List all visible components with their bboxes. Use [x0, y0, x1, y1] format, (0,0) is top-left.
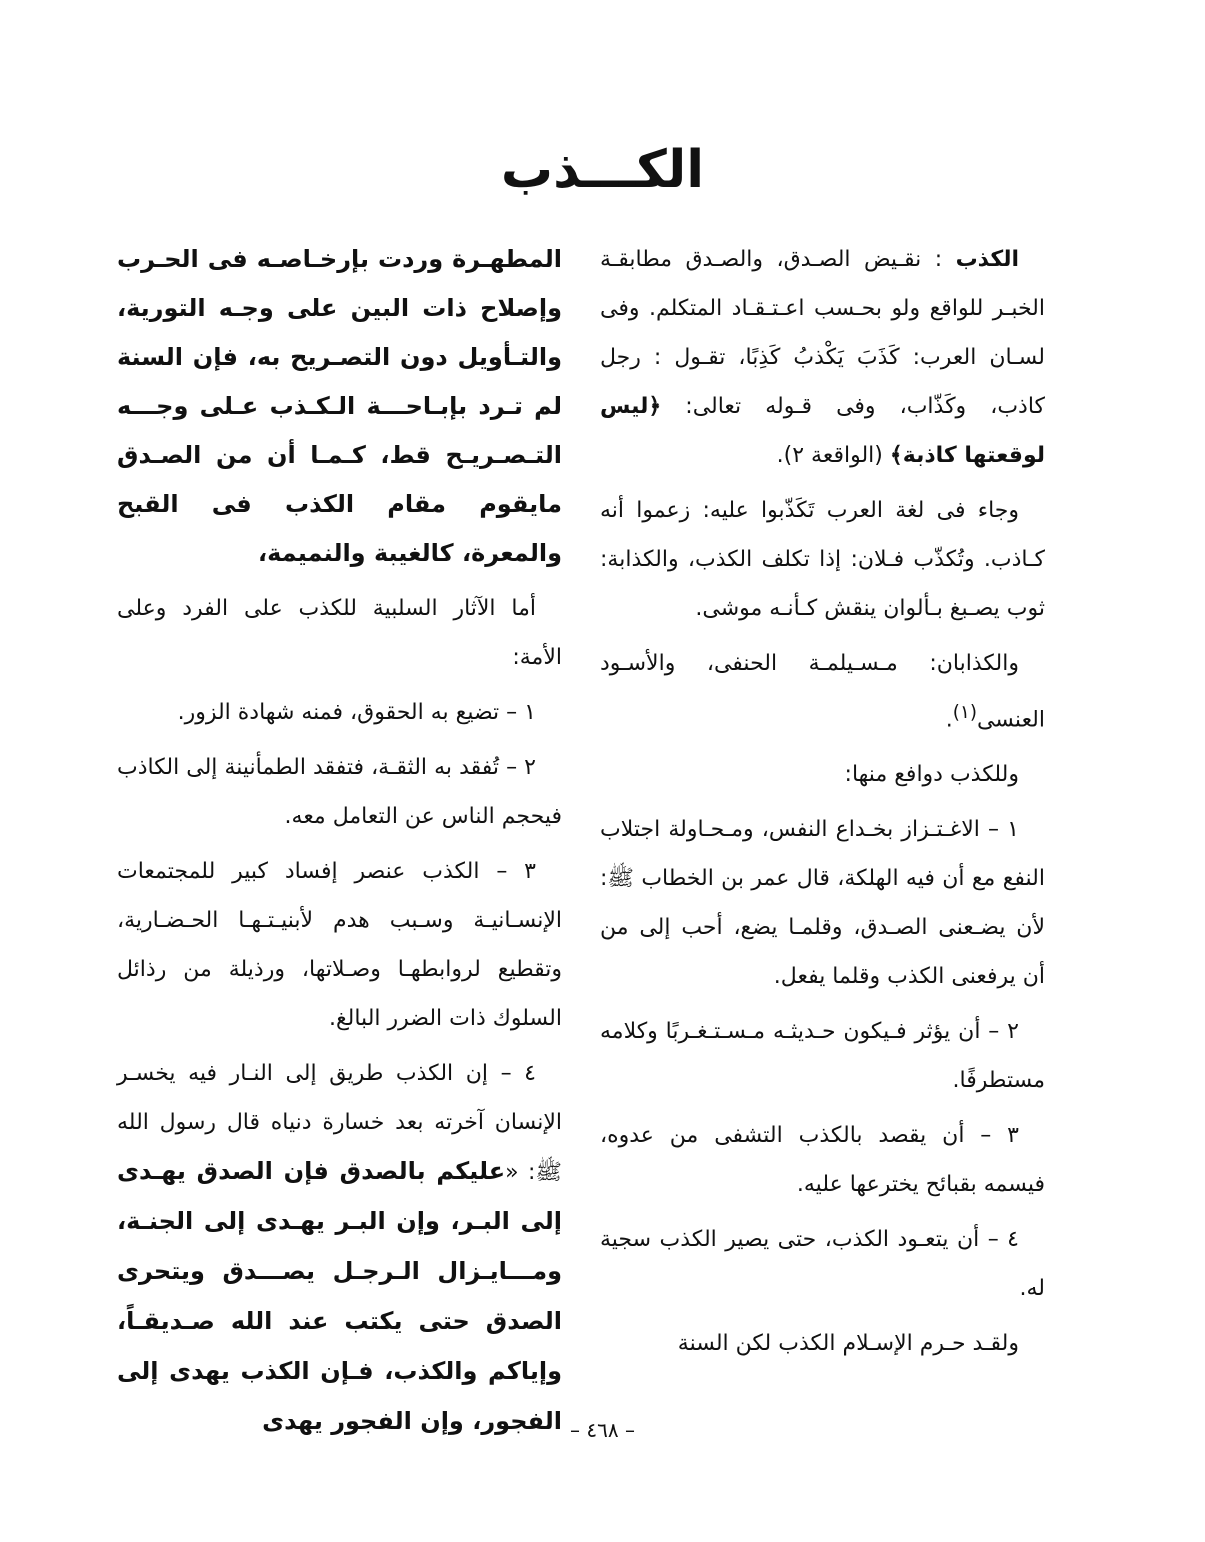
list-item-motive-1: ١ – الاغـتـزاز بخـداع النفس، ومـحـاولة اجتلاب النفع مع أن فيه الهلكة، قال عمر بن الخطاب ﷺ: لأن يضـعنى الصـدق، وقلمـا يضع، أحب إلى من أن يرفعنى الكذب وقلما يفعل.	[600, 817, 1045, 990]
term-heading: الكذب	[955, 247, 1019, 272]
quran-quote: ﴿ليس لوقعتها كاذبة﴾	[600, 394, 1045, 468]
list-item-effect-2: ٢ – تُفقد به الثقـة، فتفقد الطمأنينة إلى الكاذب فيحجم الناس عن التعامل معه.	[117, 755, 562, 829]
list-item-motive-2: ٢ – أن يؤثر فـيكون حـديثـه مـسـتـغـربًا وكلامه مستطرفًا.	[600, 1019, 1045, 1094]
page-title: الكـــذب	[500, 140, 705, 200]
paragraph-islam: ولقـد حـرم الإسـلام الكذب لكن السنة	[677, 1331, 1019, 1357]
left-column	[117, 235, 562, 1453]
paragraph-sunnah: المطهـرة وردت بإرخـاصـه فى الحـرب وإصلاح ذات البين على وجـه التورية، والتـأويل دون التصـريح به، فإن السنة لم تـرد بإبـاحـــة الـكـذب عـلى وجـــه التـصـريـح قط، كـمـا أن من الصـدق مايقوم مقام الكذب فى القبح والمعرة، كالغيبة والنميمة،	[117, 245, 562, 567]
hadith-quote: عليكم بالصدق فإن الصدق يهـدى إلى البـر، وإن البـر يهـدى إلى الجنـة، ومـــايـزال الـرجـل يصـــدق ويتحرى الصدق حتى يكتب عند الله صـديقـاً، وإياكم والكذب، فـإن الكذب يهدى إلى الفجور، وإن الفجور يهدى	[117, 1157, 562, 1435]
paragraph-motives-intro: وللكذب دوافع منها:	[844, 762, 1019, 788]
list-item-effect-1: ١ – تضيع به الحقوق، فمنه شهادة الزور.	[177, 700, 536, 725]
list-item-motive-4: ٤ – أن يتعـود الكذب، حتى يصير الكذب سجية له.	[600, 1227, 1045, 1302]
paragraph-liars: والكذابان: مـسـيلمـة الحنفى، والأسـود العنسى$^{(١)}$.	[600, 651, 1045, 733]
right-column	[600, 235, 1045, 1374]
list-item-effect-3: ٣ – الكذب عنصر إفساد كبير للمجتمعات الإنسـانيـة وسـبب هدم لأبنيـتـهـا الحـضـارية، وتقطيع لروابطهـا وصـلاتها، ورذيلة من رذائل السلوك ذات الضرر البالغ.	[117, 859, 562, 1031]
paragraph-effects-intro: أما الآثار السلبية للكذب على الفرد وعلى الأمة:	[117, 596, 562, 670]
list-item-motive-3: ٣ – أن يقصد بالكذب التشفى من عدوه، فيسمه بقبائح يخترعها عليه.	[600, 1123, 1045, 1198]
paragraph-language: وجاء فى لغة العرب تَكَذّبوا عليه: زعموا أنه كـاذب. وتُكذّب فـلان: إذا تكلف الكذب، والكذابة: ثوب يصـبغ بـألوان ينقش كـأنـه موشى.	[600, 498, 1045, 621]
page-number: – ٤٦٨ –	[570, 1418, 635, 1442]
footnote-ref: (١)	[952, 702, 977, 723]
list-item-effect-4: ٤ – إن الكذب طريق إلى النـار فيه يخسـر الإنسان آخرته بعد خسارة دنياه قال رسول الله ﷺ: «عليكم بالصدق فإن الصدق يهـدى إلى البـر، وإن البـر يهـدى إلى الجنـة، ومـــايـزال الـرجـل يصـــدق ويتحرى الصدق حتى يكتب عند الله صـديقـاً، وإياكم والكذب، فـإن الكذب يهدى إلى الفجور، وإن الفجور يهدى	[117, 1061, 562, 1435]
paragraph-definition: الكذب : نقـيض الصـدق، والصـدق مطابقـة الخبـر للواقع ولو بحـسب اعـتـقـاد المتكلم. وفى لسـان العرب: كَذَبَ يَكْذبُ كَذِبًا، تقـول : رجل كاذب، وكَذّاب، وفى قـوله تعالى: ﴿ليس لوقعتها كاذبة﴾ (الواقعة ٢).	[600, 247, 1045, 468]
